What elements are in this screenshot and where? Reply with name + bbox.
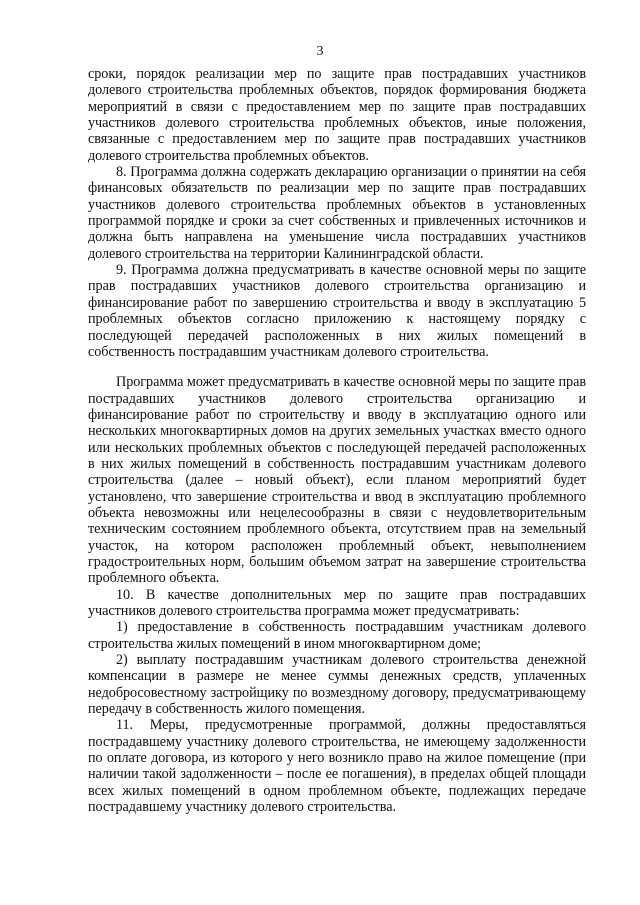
paragraph-item-9: 9. Программа должна предусматривать в качестве основной меры по защите прав пострадавших участников долевого строительства организацию и финансирование работ по завершению строительства и вводу в эксплуатацию 5 проблемных объектов согласно приложению к настоящему порядку с последующей передачей расположенных в них жилых помещений в собственность пострадавшим участникам долевого строительства. — [88, 262, 586, 360]
paragraph-item-9-alternative: Программа может предусматривать в качестве основной меры по защите прав пострадавших участников долевого строительства организацию и финансирование работ по строительству и вводу в эксплуатацию одного или нескольких многоквартирных домов на других земельных участках вместо одного или нескольких проблемных объектов с последующей передачей расположенных в них жилых помещений в собственность пострадавшим участникам долевого строительства (далее – новый объект), если планом мероприятий будет установлено, что завершение строительства и ввод в эксплуатацию проблемного объекта невозможны или нецелесообразны в связи с неудовлетворительным техническим состоянием проблемного объекта, отсутствием прав на земельный участок, на котором расположен проблемный объект, невыполнением градостроительных норм, большим объемом затрат на завершение строительства проблемного объекта. — [88, 374, 586, 587]
paragraph-item-11: 11. Меры, предусмотренные программой, должны предоставляться пострадавшему участнику долевого строительства, не имеющему задолженности по оплате договора, из которого у него возникло право на жилое помещение (при наличии такой задолженности – после ее погашения), в пределах общей площади всех жилых помещений в одном проблемном объекте, подлежащих передаче пострадавшему участнику долевого строительства. — [88, 717, 586, 816]
document-body — [88, 66, 586, 815]
page-number: 3 — [316, 44, 324, 59]
paragraph-item-10-subitem-2: 2) выплату пострадавшим участникам долевого строительства денежной компенсации в размере не менее суммы денежных средств, уплаченных недобросовестному застройщику по возмездному договору, предусматривающему передачу в собственность жилого помещения. — [88, 652, 586, 718]
paragraph-continuation: сроки, порядок реализации мер по защите прав пострадавших участников долевого строительства проблемных объектов, порядок формирования бюджета мероприятий в связи с предоставлением мер по защите прав пострадавших участников долевого строительства проблемных объектов, иные положения, связанные с предоставлением мер по защите прав пострадавших участников долевого строительства проблемных объектов. — [88, 66, 586, 164]
paragraph-item-10-subitem-1: 1) предоставление в собственность пострадавшим участникам долевого строительства жилых помещений в ином многоквартирном доме; — [88, 619, 586, 652]
paragraph-item-8: 8. Программа должна содержать декларацию организации о принятии на себя финансовых обязательств по реализации мер по защите прав пострадавших участников долевого строительства проблемных объектов в установленных программой порядке и сроки за счет собственных и привлеченных источников и должна быть направлена на уменьшение числа пострадавших участников долевого строительства на территории Калининградской области. — [88, 164, 586, 262]
paragraph-item-10: 10. В качестве дополнительных мер по защите прав пострадавших участников долевого строительства программа может предусматривать: — [88, 586, 586, 619]
